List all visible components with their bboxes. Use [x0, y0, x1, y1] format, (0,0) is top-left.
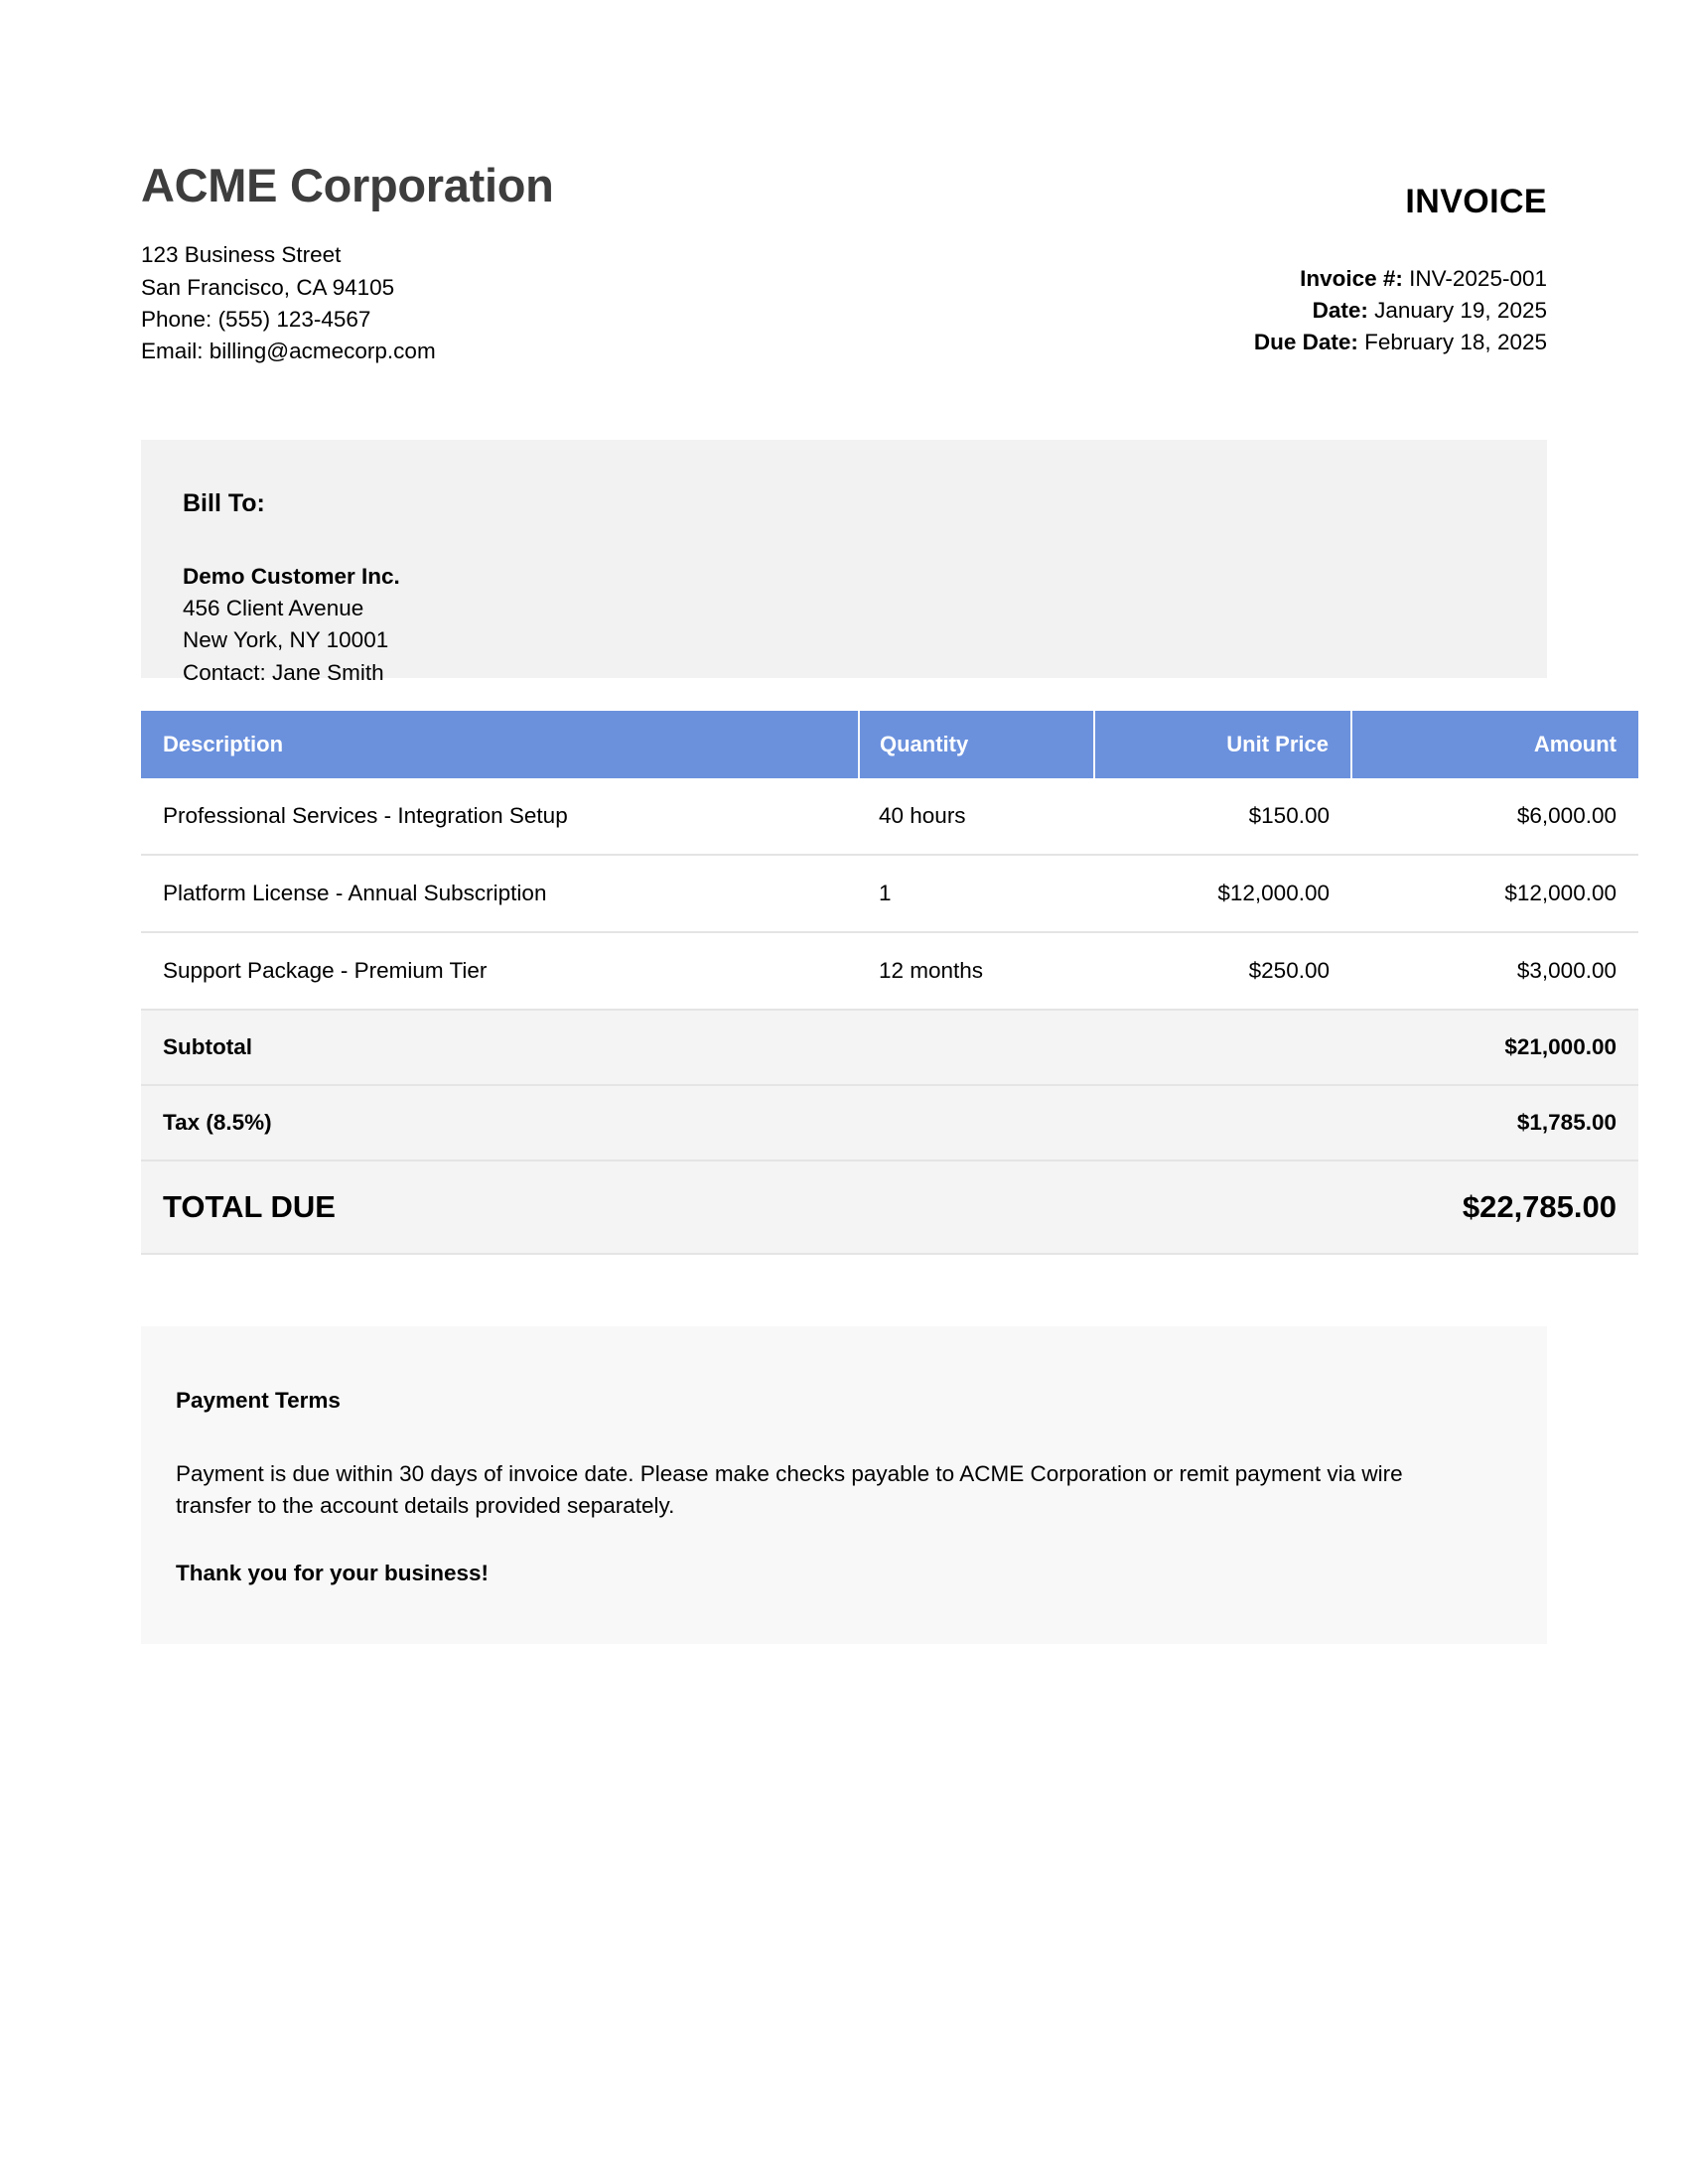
subtotal-value: $21,000.00 [1351, 1010, 1638, 1085]
item-description: Professional Services - Integration Setup [141, 778, 859, 855]
invoice-date-line [1254, 295, 1547, 327]
total-spacer-quantity [859, 1160, 1094, 1254]
invoice-number-value: INV-2025-001 [1409, 266, 1547, 291]
table-header-row [141, 711, 1638, 778]
item-amount: $3,000.00 [1351, 932, 1638, 1010]
item-quantity: 12 months [859, 932, 1094, 1010]
table-row [141, 855, 1638, 932]
bill-to-body [183, 561, 1547, 689]
item-quantity: 1 [859, 855, 1094, 932]
customer-address-line: New York, NY 10001 [183, 627, 389, 653]
tax-spacer-price [1094, 1085, 1351, 1160]
tax-value: $1,785.00 [1351, 1085, 1638, 1160]
tax-label: Tax (8.5%) [141, 1085, 859, 1160]
company-name: ACME Corporation [141, 159, 554, 211]
customer-name: Demo Customer Inc. [183, 564, 400, 590]
table-row [141, 932, 1638, 1010]
company-address-line: San Francisco, CA 94105 [141, 274, 395, 300]
invoice-due-date-line [1254, 327, 1547, 358]
company-phone: Phone: (555) 123-4567 [141, 306, 371, 332]
item-unit-price: $250.00 [1094, 932, 1351, 1010]
bill-to-panel [141, 440, 1547, 685]
item-unit-price: $150.00 [1094, 778, 1351, 855]
line-items-table [141, 711, 1638, 1255]
payment-terms-panel [141, 1326, 1547, 1644]
tax-spacer-quantity [859, 1085, 1094, 1160]
table-row [141, 778, 1638, 855]
total-due-label: TOTAL DUE [141, 1160, 859, 1254]
tax-row [141, 1085, 1638, 1160]
invoice-date-value: January 19, 2025 [1374, 298, 1547, 324]
item-description: Platform License - Annual Subscription [141, 855, 859, 932]
company-email: Email: billing@acmecorp.com [141, 338, 436, 363]
subtotal-row [141, 1010, 1638, 1085]
total-spacer-price [1094, 1160, 1351, 1254]
column-header-description: Description [141, 711, 859, 778]
invoice-due-date-label: Due Date: [1253, 330, 1358, 355]
invoice-header [141, 0, 1547, 367]
table-header [141, 711, 1638, 778]
payment-terms-heading: Payment Terms [176, 1388, 341, 1414]
document-title: INVOICE [1405, 183, 1547, 220]
subtotal-spacer-price [1094, 1010, 1351, 1085]
customer-contact: Contact: Jane Smith [183, 659, 384, 685]
bill-to-heading: Bill To: [183, 489, 265, 518]
subtotal-spacer-quantity [859, 1010, 1094, 1085]
item-description: Support Package - Premium Tier [141, 932, 859, 1010]
total-due-value: $22,785.00 [1351, 1160, 1638, 1254]
subtotal-label: Subtotal [141, 1010, 859, 1085]
invoice-number-label: Invoice #: [1300, 266, 1403, 291]
item-amount: $6,000.00 [1351, 778, 1638, 855]
invoice-due-date-value: February 18, 2025 [1364, 330, 1547, 355]
thank-you-message: Thank you for your business! [176, 1561, 490, 1586]
invoice-number-line [1254, 263, 1547, 295]
company-block [141, 161, 554, 367]
item-amount: $12,000.00 [1351, 855, 1638, 932]
item-unit-price: $12,000.00 [1094, 855, 1351, 932]
total-due-row [141, 1160, 1638, 1254]
company-address [141, 239, 554, 367]
table-body [141, 778, 1638, 1254]
column-header-amount: Amount [1351, 711, 1638, 778]
invoice-meta-block [1254, 161, 1547, 359]
item-quantity: 40 hours [859, 778, 1094, 855]
customer-address-line: 456 Client Avenue [183, 596, 364, 621]
column-header-unit-price: Unit Price [1094, 711, 1351, 778]
invoice-date-label: Date: [1312, 298, 1368, 324]
company-address-line: 123 Business Street [141, 242, 342, 268]
column-header-quantity: Quantity [859, 711, 1094, 778]
payment-terms-body: Payment is due within 30 days of invoice date. Please make checks payable to ACME Corporation or remit payment via wire transfer to the account details provided separately. [176, 1461, 1403, 1518]
